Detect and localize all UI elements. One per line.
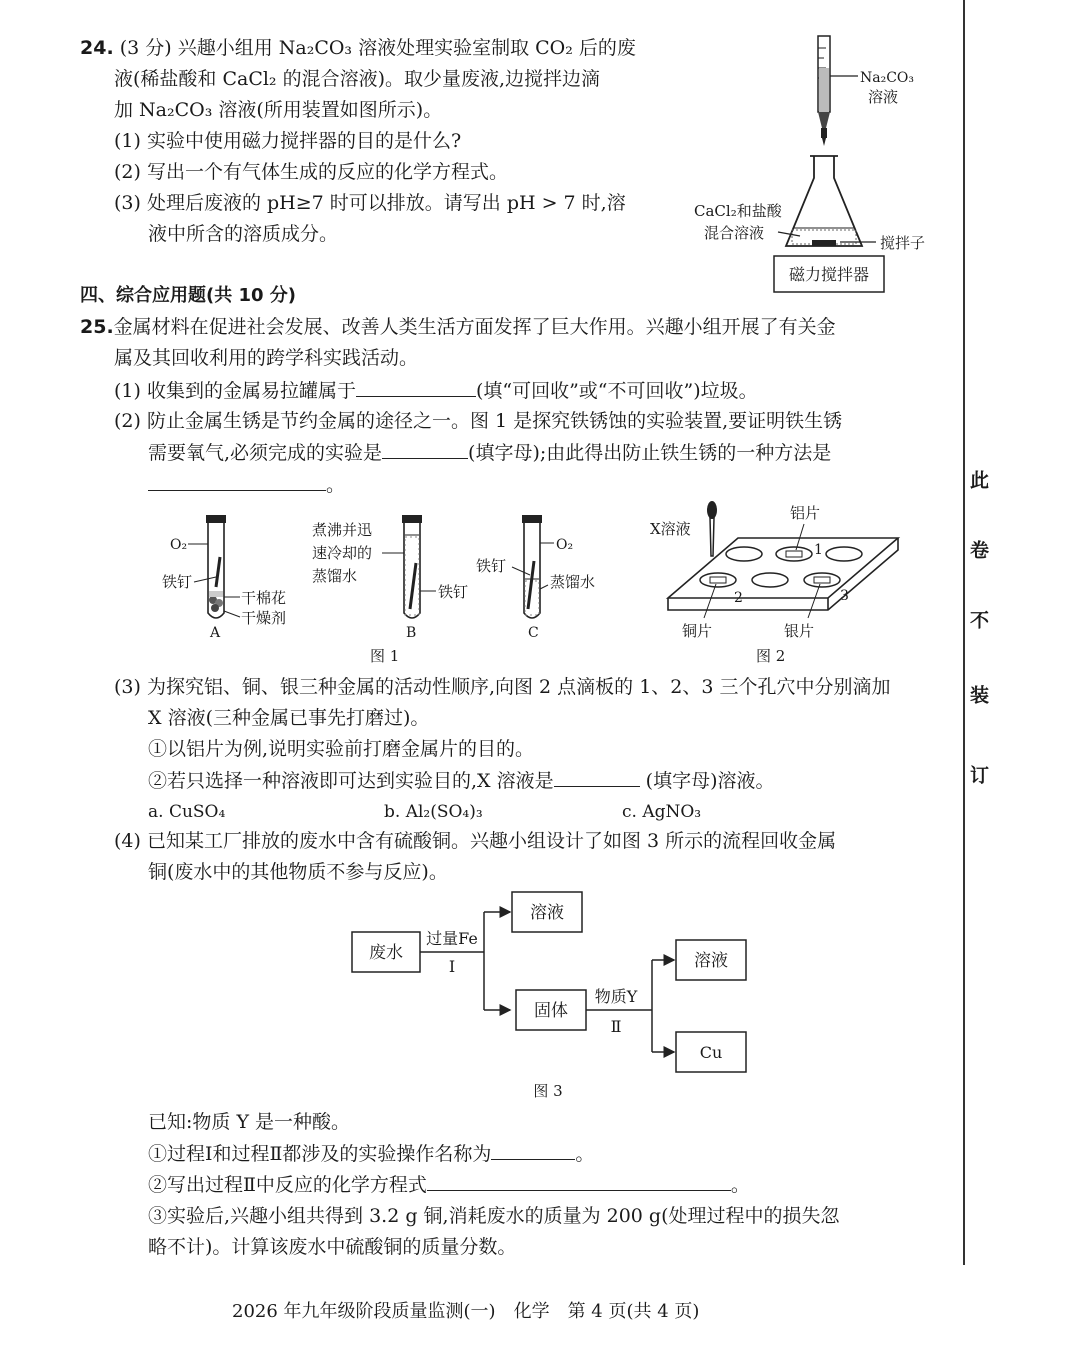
q25-p1b: (填“可回收”或“不可回收”)垃圾。: [475, 380, 758, 402]
q25-sub-3b: 略不计)。计算该废水中硫酸铜的质量分数。: [148, 1236, 517, 1258]
q24-number: 24.: [80, 37, 114, 59]
tube-c-nail: 铁钉: [476, 557, 507, 575]
answer-blank-4[interactable]: [554, 766, 640, 787]
q25-part-1: [114, 376, 758, 405]
side-text-3: 不: [967, 610, 989, 629]
tube-b-boiled-2: 速冷却的: [312, 544, 373, 562]
stirbar-label: 搅拌子: [880, 234, 926, 252]
q25-part-3b: X 溶液(三种金属已事先打磨过)。: [148, 707, 430, 729]
q24-line-1: [80, 34, 636, 62]
copper-product-label: Cu: [699, 1043, 723, 1062]
stirrer-label: 磁力搅拌器: [788, 265, 870, 284]
side-text-4: 装: [967, 685, 989, 704]
answer-blank-1[interactable]: [356, 376, 476, 397]
burette: [818, 36, 830, 146]
tube-a-cotton: 干棉花: [241, 589, 287, 607]
q25-sub-1: [148, 1139, 594, 1168]
q25-part-2a: (2) 防止金属生锈是节约金属的途径之一。图 1 是探究铁锈蚀的实验装置,要证明铁生锈: [114, 410, 843, 432]
test-tube-b: [402, 515, 422, 618]
side-text-1: 此: [967, 470, 989, 489]
copper-label: 铜片: [682, 622, 713, 640]
side-text-5: 订: [967, 765, 989, 784]
q25-p3d1: ②若只选择一种溶液即可达到实验目的,X 溶液是: [148, 770, 554, 792]
tube-c-letter: C: [528, 625, 539, 641]
figure-3-flowchart: [340, 886, 770, 1106]
option-c: c. AgNO₃: [622, 802, 702, 822]
tube-b-boiled-3: 蒸馏水: [312, 567, 358, 585]
stir-bar: [812, 240, 836, 246]
hole-2-number: 2: [734, 590, 743, 606]
q25-part-4b: 铜(废水中的其他物质不参与反应)。: [148, 861, 448, 883]
section-heading: 四、综合应用题(共 10 分): [80, 285, 297, 306]
q25-p2b1: 需要氧气,必须完成的实验是: [148, 442, 383, 464]
q24-text-1: (3 分) 兴趣小组用 Na₂CO₃ 溶液处理实验室制取 CO₂ 后的废: [119, 37, 636, 59]
q25-p1a: (1) 收集到的金属易拉罐属于: [114, 380, 356, 402]
spot-plate: [668, 538, 898, 610]
aluminum-label: 铝片: [790, 504, 821, 522]
tube-b-letter: B: [406, 625, 417, 641]
hole-1-number: 1: [814, 542, 823, 558]
tube-b-boiled-1: 煮沸并迅: [312, 521, 373, 539]
q25-part-2b: [148, 438, 831, 467]
q24-sub-3a: (3) 处理后废液的 pH≥7 时可以排放。请写出 pH > 7 时,溶: [114, 192, 626, 214]
side-text-2: 卷: [967, 540, 989, 559]
q25-part-4a: (4) 已知某工厂排放的废水中含有硫酸铜。兴趣小组设计了如图 3 所示的流程回收金属: [114, 830, 837, 852]
solution-2-label: 溶液: [694, 951, 728, 971]
test-tube-c: [522, 515, 542, 618]
tube-a-letter: A: [210, 625, 221, 641]
x-solution-label: X溶液: [650, 520, 691, 538]
q25-part-3c: ①以铝片为例,说明实验前打磨金属片的目的。: [148, 738, 535, 760]
q25-sub-2: [148, 1170, 750, 1199]
page-footer: 2026 年九年级阶段质量监测(一) 化学 第 4 页(共 4 页): [232, 1301, 700, 1322]
q25-p3d2: (填字母)溶液。: [645, 770, 775, 792]
solution-label: 溶液: [868, 88, 899, 106]
figure-1-caption: 图 1: [370, 647, 400, 665]
figure-1-test-tubes: [150, 505, 620, 670]
dropper: [707, 501, 717, 556]
q25-part-3d: [148, 766, 774, 795]
tube-a-desiccant: 干燥剂: [241, 609, 287, 627]
q25-line-1: [80, 313, 836, 341]
tube-a-o2: O₂: [170, 537, 188, 553]
tube-c-water: 蒸馏水: [550, 573, 596, 591]
test-tube-a: [206, 515, 226, 618]
option-b: b. Al₂(SO₄)₃: [384, 802, 483, 822]
figure-3-caption: 图 3: [533, 1082, 563, 1100]
q24-sub-1: (1) 实验中使用磁力搅拌器的目的是什么?: [114, 130, 462, 152]
figure-2-spot-plate: [648, 498, 910, 670]
binding-line: [963, 0, 965, 1265]
known-info: 已知:物质 Y 是一种酸。: [148, 1111, 351, 1133]
q25-sub-3a: ③实验后,兴趣小组共得到 3.2 g 铜,消耗废水的质量为 200 g(处理过程中的损失忽: [148, 1205, 840, 1227]
waste-water-label: 废水: [369, 943, 403, 963]
answer-blank-2[interactable]: [382, 438, 468, 459]
q25-part-2c: [148, 470, 345, 499]
mixture-label-1: CaCl₂和盐酸: [694, 202, 782, 220]
q25-part-3a: (3) 为探究铝、铜、银三种金属的活动性顺序,向图 2 点滴板的 1、2、3 三个孔穴中分别滴加: [114, 676, 891, 698]
excess-fe-label: 过量Fe: [426, 929, 478, 948]
option-a: a. CuSO₄: [148, 802, 226, 822]
silver-label: 银片: [784, 622, 815, 640]
hole-3-number: 3: [840, 588, 849, 604]
q25-p2c: 。: [326, 474, 346, 496]
substance-y-label: 物质Y: [594, 987, 638, 1006]
answer-blank-3[interactable]: [148, 470, 326, 491]
q25-line-2: 属及其回收利用的跨学科实践活动。: [114, 347, 419, 369]
q24-line-2: 液(稀盐酸和 CaCl₂ 的混合溶液)。取少量废液,边搅拌边滴: [114, 68, 601, 90]
q25-p2b2: (填字母);由此得出防止铁生锈的一种方法是: [468, 442, 832, 464]
solid-label: 固体: [534, 1001, 568, 1021]
q25-text-1: 金属材料在促进社会发展、改善人类生活方面发挥了巨大作用。兴趣小组开展了有关金: [113, 316, 836, 338]
answer-blank-5[interactable]: [491, 1139, 575, 1160]
figure-2-caption: 图 2: [756, 647, 786, 665]
q24-sub-3b: 液中所含的溶质成分。: [148, 223, 339, 245]
solution-1-label: 溶液: [530, 903, 564, 923]
na2co3-label: Na₂CO₃: [860, 70, 915, 86]
q24-line-3: 加 Na₂CO₃ 溶液(所用装置如图所示)。: [114, 99, 443, 121]
conical-flask: [786, 156, 862, 246]
q25-k1a: ①过程Ⅰ和过程Ⅱ都涉及的实验操作名称为: [148, 1143, 492, 1165]
tube-c-o2: O₂: [556, 537, 574, 553]
q25-k2a: ②写出过程Ⅱ中反应的化学方程式: [148, 1174, 427, 1196]
q25-k2b: 。: [730, 1174, 750, 1196]
tube-b-nail: 铁钉: [438, 583, 469, 601]
q24-sub-2: (2) 写出一个有气体生成的反应的化学方程式。: [114, 161, 508, 183]
step-2-label: Ⅱ: [610, 1017, 622, 1036]
step-1-label: Ⅰ: [448, 957, 456, 976]
q25-k1b: 。: [575, 1143, 595, 1165]
mixture-label-2: 混合溶液: [704, 224, 765, 242]
answer-blank-6[interactable]: [427, 1170, 731, 1191]
q25-number: 25.: [80, 316, 114, 338]
q24-apparatus-figure: [690, 28, 950, 298]
tube-a-nail: 铁钉: [162, 573, 193, 591]
